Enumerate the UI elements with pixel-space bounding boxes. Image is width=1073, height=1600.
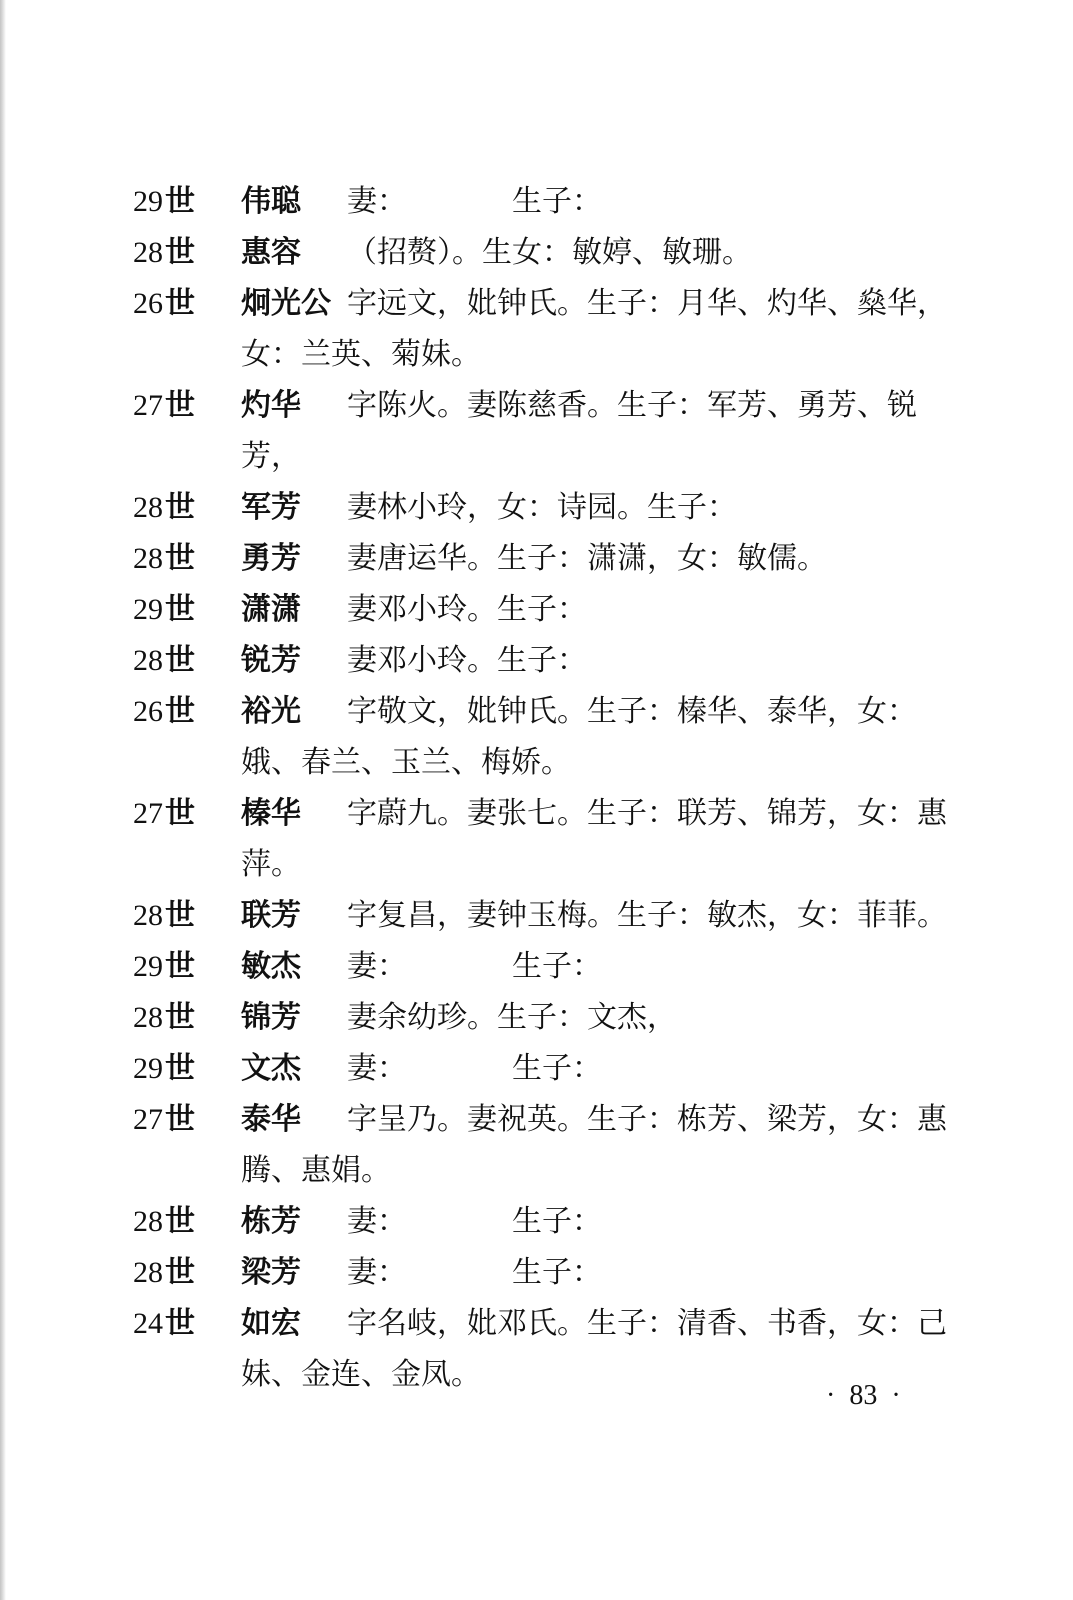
entry-description: 字陈火。妻陈慈香。生子：军芳、勇芳、锐芳， [241, 388, 917, 474]
entry-3 [0, 380, 1073, 482]
generation-label: 29世 [133, 1051, 195, 1086]
entry-0 [0, 176, 1073, 227]
entry-description: 妻： 生子： [347, 1255, 602, 1290]
entry-description: （招赘）。生女：敏婷、敏珊。 [347, 235, 752, 270]
generation-label: 28世 [133, 490, 195, 525]
entry-8 [0, 686, 1073, 788]
generation-label: 27世 [133, 1102, 195, 1137]
page-number [812, 1380, 915, 1412]
entry-description: 妻： 生子： [347, 1051, 602, 1086]
generation-label: 24世 [133, 1306, 195, 1341]
entry-description: 字复昌，妻钟玉梅。生子：敏杰，女：菲菲。 [347, 898, 947, 933]
person-name: 锐芳 [241, 643, 301, 678]
generation-label: 29世 [133, 949, 195, 984]
entry-1 [0, 227, 1073, 278]
page-number-value: 83 [849, 1380, 878, 1411]
generation-label: 28世 [133, 1000, 195, 1035]
entry-description: 妻余幼珍。生子：文杰， [347, 1000, 677, 1035]
person-name: 梁芳 [241, 1255, 301, 1290]
generation-label: 26世 [133, 694, 195, 729]
entry-4 [0, 482, 1073, 533]
person-name: 锦芳 [241, 1000, 301, 1035]
generation-label: 28世 [133, 541, 195, 576]
person-name: 裕光 [241, 694, 301, 729]
person-name: 惠容 [241, 235, 301, 270]
person-name: 栋芳 [241, 1204, 301, 1239]
entry-description: 字名岐，妣邓氏。生子：清香、书香，女：己妹、金连、金凤。 [241, 1306, 947, 1392]
generation-label: 29世 [133, 592, 195, 627]
genealogy-entries [0, 176, 1073, 1400]
generation-label: 28世 [133, 1255, 195, 1290]
generation-label: 28世 [133, 898, 195, 933]
person-name: 榛华 [241, 796, 301, 831]
entry-description: 字呈乃。妻祝英。生子：栋芳、梁芳，女：惠腾、惠娟。 [241, 1102, 947, 1188]
person-name: 联芳 [241, 898, 301, 933]
entry-11 [0, 941, 1073, 992]
entry-9 [0, 788, 1073, 890]
entry-description: 妻： 生子： [347, 949, 602, 984]
person-name: 勇芳 [241, 541, 301, 576]
generation-label: 26世 [133, 286, 195, 321]
person-name: 军芳 [241, 490, 301, 525]
entry-5 [0, 533, 1073, 584]
entry-14 [0, 1094, 1073, 1196]
entry-description: 妻唐运华。生子：潇潇，女：敏儒。 [347, 541, 827, 576]
person-name: 伟聪 [241, 184, 301, 219]
entry-13 [0, 1043, 1073, 1094]
entry-description: 妻邓小玲。生子： [347, 592, 587, 627]
person-name: 如宏 [241, 1306, 301, 1341]
person-name: 泰华 [241, 1102, 301, 1137]
entry-description: 字蔚九。妻张七。生子：联芳、锦芳，女：惠萍。 [241, 796, 947, 882]
person-name: 潇潇 [241, 592, 301, 627]
entry-10 [0, 890, 1073, 941]
person-name: 炯光公 [241, 286, 331, 321]
entry-description: 妻： 生子： [347, 184, 602, 219]
person-name: 文杰 [241, 1051, 301, 1086]
person-name: 敏杰 [241, 949, 301, 984]
entry-6 [0, 584, 1073, 635]
generation-label: 29世 [133, 184, 195, 219]
entry-description: 字远文，妣钟氏。生子：月华、灼华、燊华，女：兰英、菊妹。 [241, 286, 947, 372]
entry-2 [0, 278, 1073, 380]
generation-label: 27世 [133, 796, 195, 831]
generation-label: 28世 [133, 1204, 195, 1239]
entry-description: 妻林小玲，女：诗园。生子： [347, 490, 737, 525]
generation-label: 27世 [133, 388, 195, 423]
page-number-dot-left: · [826, 1380, 836, 1411]
entry-description: 妻邓小玲。生子： [347, 643, 587, 678]
entry-12 [0, 992, 1073, 1043]
entry-16 [0, 1247, 1073, 1298]
entry-15 [0, 1196, 1073, 1247]
generation-label: 28世 [133, 235, 195, 270]
entry-description: 字敬文，妣钟氏。生子：榛华、泰华，女：娥、春兰、玉兰、梅娇。 [241, 694, 917, 780]
person-name: 灼华 [241, 388, 301, 423]
generation-label: 28世 [133, 643, 195, 678]
entry-description: 妻： 生子： [347, 1204, 602, 1239]
entry-7 [0, 635, 1073, 686]
page-number-dot-right: · [891, 1380, 901, 1411]
